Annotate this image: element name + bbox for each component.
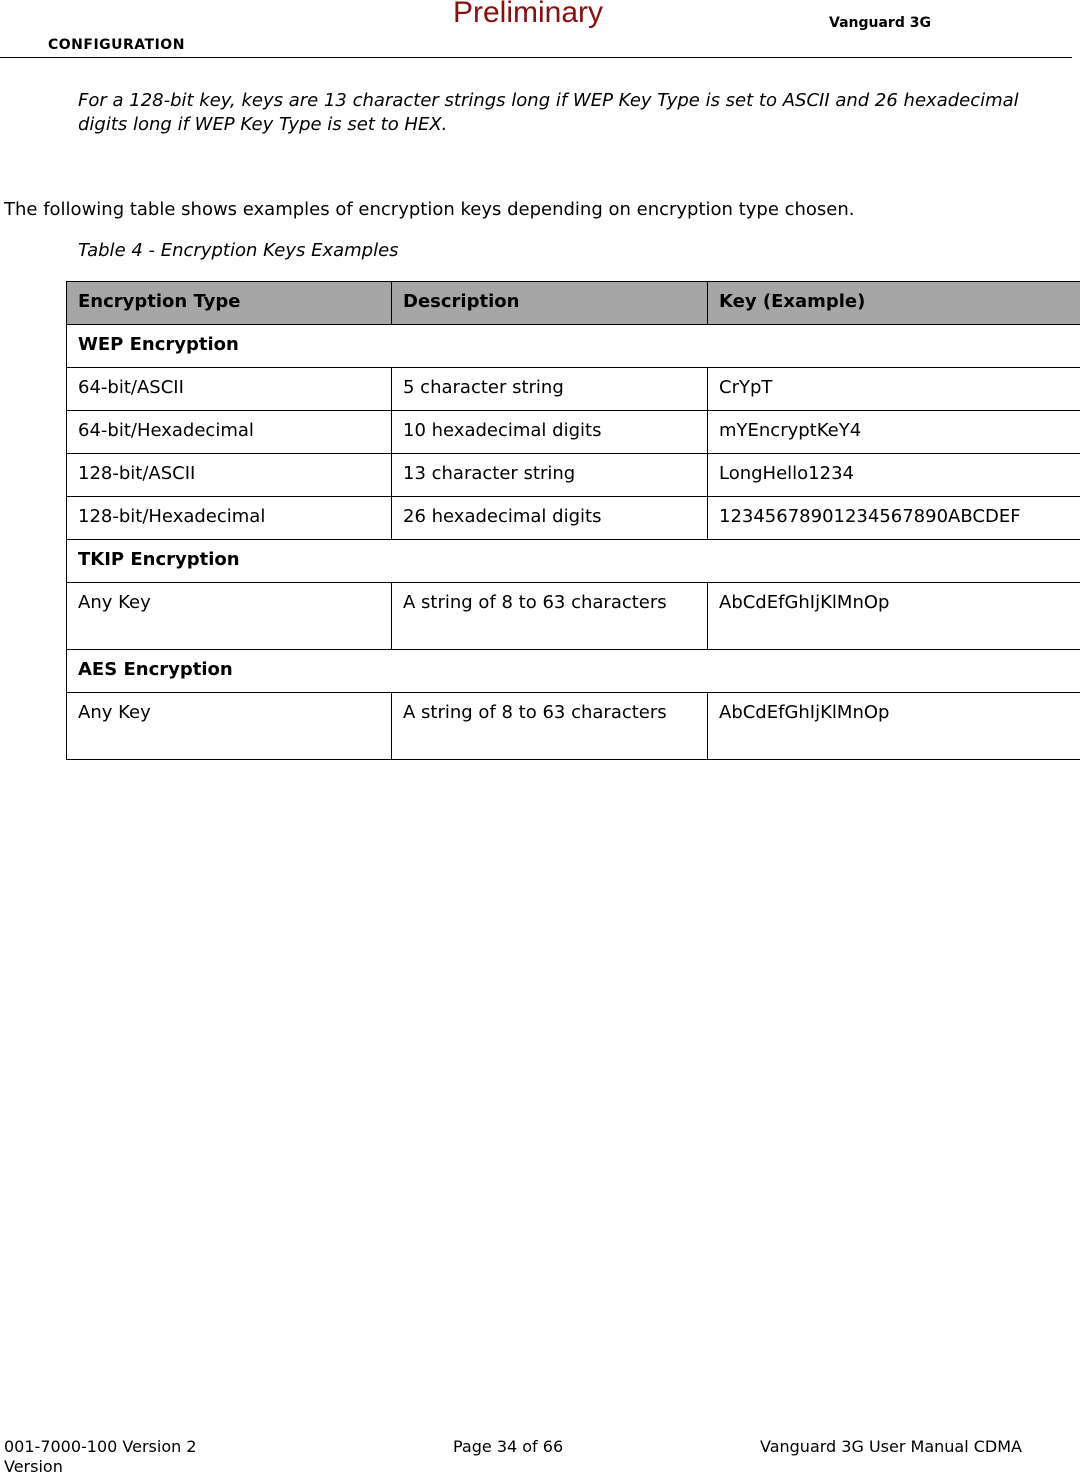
group-row-aes [67,650,1080,693]
cell-description: 10 hexadecimal digits [392,411,708,454]
cell-encryption-type: Any Key [67,693,392,760]
column-header-encryption-type: Encryption Type [67,282,392,325]
preliminary-watermark: Preliminary [453,0,603,30]
group-row-tkip [67,540,1080,583]
cell-key-example: mYEncryptKeY4 [708,411,1080,454]
cell-description: A string of 8 to 63 characters [392,693,708,760]
cell-description: 26 hexadecimal digits [392,497,708,540]
cell-encryption-type: 64-bit/Hexadecimal [67,411,392,454]
table-row [67,454,1080,497]
cell-description: 13 character string [392,454,708,497]
encryption-keys-table [66,281,1080,760]
group-title: WEP Encryption [67,325,1080,368]
table-row [67,368,1080,411]
cell-encryption-type: 64-bit/ASCII [67,368,392,411]
cell-encryption-type: 128-bit/Hexadecimal [67,497,392,540]
cell-encryption-type: 128-bit/ASCII [67,454,392,497]
group-title: TKIP Encryption [67,540,1080,583]
table-row [67,693,1080,760]
cell-key-example: AbCdEfGhIjKlMnOp [708,583,1080,650]
column-header-key-example: Key (Example) [708,282,1080,325]
group-title: AES Encryption [67,650,1080,693]
header-divider [0,57,1072,58]
cell-key-example: LongHello1234 [708,454,1080,497]
cell-description: A string of 8 to 63 characters [392,583,708,650]
table-header-row [67,282,1080,325]
column-header-description: Description [392,282,708,325]
cell-key-example: 12345678901234567890ABCDEF [708,497,1080,540]
table-row [67,411,1080,454]
intro-paragraph: The following table shows examples of encryption keys depending on encryption type chosen. [4,198,855,222]
footer-manual-title: Vanguard 3G User Manual CDMA [760,1437,1022,1457]
footer-document-number: 001-7000-100 Version 2 Version [4,1437,254,1477]
cell-encryption-type: Any Key [67,583,392,650]
key-length-note: For a 128-bit key, keys are 13 character strings long if WEP Key Type is set to ASCII and 26 hexadecimal digits long if WEP Key Type is set to HEX. [78,89,1068,137]
cell-key-example: AbCdEfGhIjKlMnOp [708,693,1080,760]
header-section-label: CONFIGURATION [48,37,185,53]
cell-description: 5 character string [392,368,708,411]
table-row [67,497,1080,540]
group-row-wep [67,325,1080,368]
cell-key-example: CrYpT [708,368,1080,411]
footer-page-number: Page 34 of 66 [453,1437,563,1457]
header-product-name: Vanguard 3G [829,15,931,31]
table-caption: Table 4 - Encryption Keys Examples [78,239,399,263]
table-row [67,583,1080,650]
